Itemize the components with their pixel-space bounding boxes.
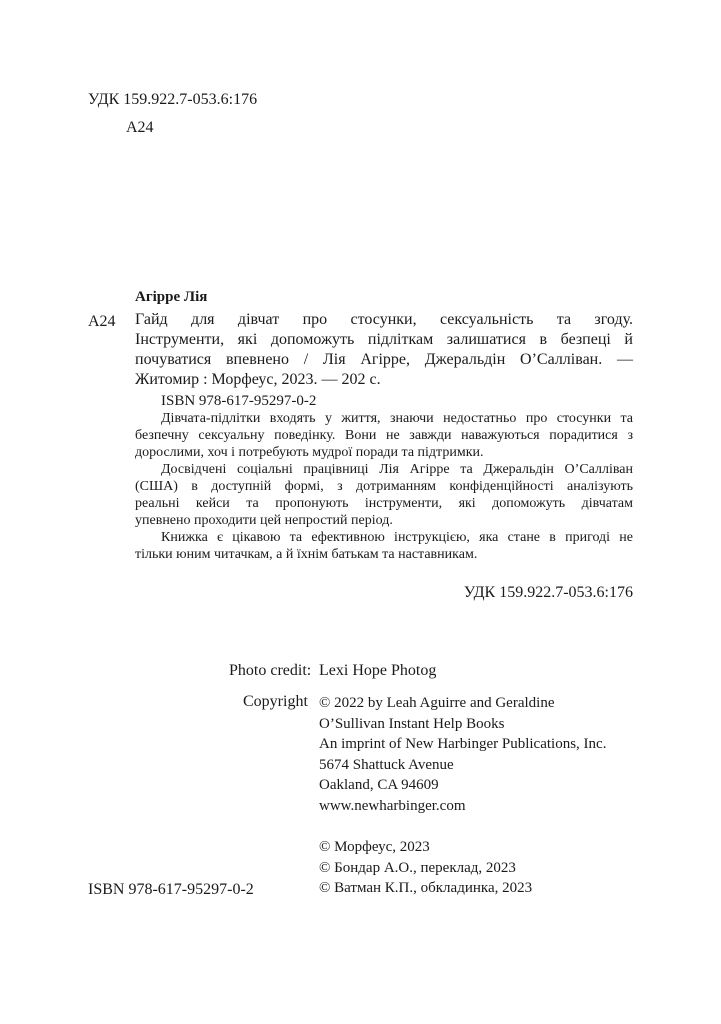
annotation-line: реальні кейси та пропонують інструменти, які допоможуть дівчатам bbox=[135, 496, 633, 511]
udk-code-top: УДК 159.922.7-053.6:176 bbox=[88, 91, 258, 108]
annotation bbox=[135, 410, 633, 563]
title-line: Житомир : Морфеус, 2023. — 202 с. bbox=[135, 371, 381, 388]
copyright-line: © Бондар А.О., переклад, 2023 bbox=[319, 859, 516, 876]
photo-credit-label: Photo credit: bbox=[229, 662, 312, 679]
photo-credit-value: Lexi Hope Photog bbox=[319, 662, 437, 679]
author-mark-top: А24 bbox=[126, 119, 154, 136]
copyright-line: O’Sullivan Instant Help Books bbox=[319, 715, 505, 732]
title-line: почуватися впевнено / Лія Агірре, Джеральдін О’Салліван. — bbox=[135, 351, 633, 368]
copyright-line: Oakland, CA 94609 bbox=[319, 777, 439, 794]
bibliographic-description bbox=[135, 310, 633, 390]
copyright-line: An imprint of New Harbinger Publications, Inc. bbox=[319, 736, 607, 753]
copyright-line: © 2022 by Leah Aguirre and Geraldine bbox=[319, 695, 555, 711]
author-name: Агірре Лія bbox=[135, 289, 208, 305]
isbn-bottom: ISBN 978-617-95297-0-2 bbox=[88, 881, 254, 898]
copyright-label: Copyright bbox=[243, 693, 308, 710]
annotation-line: Книжка є цікавою та ефективною інструкцією, яка стане в пригоді не bbox=[161, 530, 633, 545]
annotation-line: (США) в доступній формі, з дотриманням конфіденційності аналізують bbox=[135, 479, 633, 494]
annotation-line: упевнено проходити цей непростий період. bbox=[135, 513, 393, 528]
title-line: Інструменти, які допоможуть підліткам залишатися в безпеці й bbox=[135, 331, 633, 348]
copyright-notice bbox=[319, 693, 606, 899]
copyright-line: © Ватман К.П., обкладинка, 2023 bbox=[319, 880, 533, 897]
udk-code-right: УДК 159.922.7-053.6:176 bbox=[463, 584, 633, 601]
copyright-line: © Морфеус, 2023 bbox=[319, 839, 430, 856]
author-mark-side: А24 bbox=[88, 313, 116, 330]
annotation-line: дорослими, хоч і потребують мудрої поради та підтримки. bbox=[135, 445, 484, 460]
copyright-line: 5674 Shattuck Avenue bbox=[319, 756, 454, 773]
annotation-line: тільки юним читачкам, а й їхнім батькам та наставникам. bbox=[135, 547, 478, 562]
isbn-description: ISBN 978-617-95297-0-2 bbox=[161, 393, 317, 409]
annotation-line: Досвідчені соціальні працівниці Лія Агірре та Джеральдін О’Салліван bbox=[161, 462, 633, 477]
annotation-line: безпечну сексуальну поведінку. Вони не завжди наважуються порадитися з bbox=[135, 428, 633, 443]
copyright-line: www.newharbinger.com bbox=[319, 797, 466, 814]
annotation-line: Дівчата-підлітки входять у життя, знаючи недостатньо про стосунки та bbox=[161, 411, 633, 426]
title-line: Гайд для дівчат про стосунки, сексуальність та згоду. bbox=[135, 311, 633, 328]
copyright-spacer bbox=[319, 817, 606, 838]
